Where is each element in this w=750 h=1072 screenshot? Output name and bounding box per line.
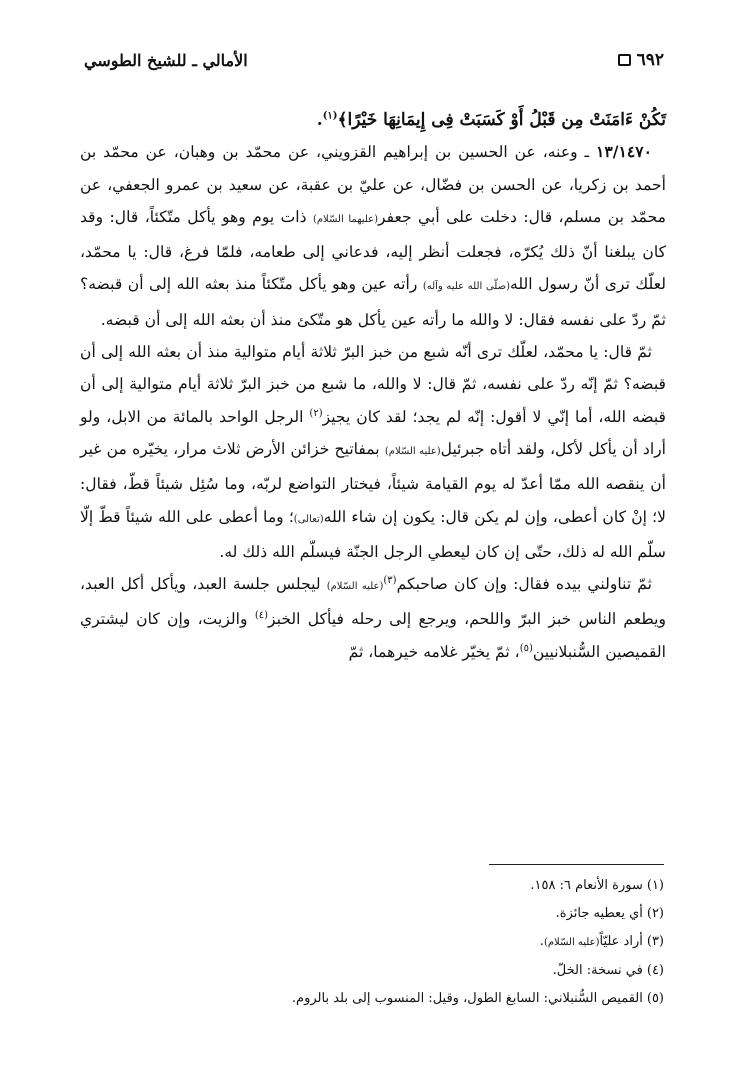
honorific: (عليه السّلام)	[326, 581, 384, 593]
paragraph-text: بمفاتيح خزائن الأرض ثلاث مرار، يخيّره من غير أن ينقصه الله ممّا أعدّ له يوم القيامة شيئاً، فيختار التواضع لربّه، وما سُئِل شيئاً قطّ، فقال: لا؛ إنْ كان أعطى، وإن لم يكن قال: يكون إن شاء الله	[80, 439, 666, 526]
page-header	[84, 44, 664, 76]
footnote-text: القميص السُّنبلاني: السابغ الطول، وقيل: المنسوب إلى بلد بالروم.	[291, 991, 643, 1006]
square-bullet-icon	[618, 54, 631, 66]
paragraph-text: ليجلس جلسة العبد، ويأكل أكل العبد، ويطعم الناس خبز البرّ واللحم، ويرجع إلى رحله فيأكل الخبز	[80, 575, 666, 629]
footnotes	[80, 872, 664, 1013]
footnote-text: .	[539, 934, 544, 949]
footnote	[80, 957, 664, 985]
footnote-ref-1: (١)	[322, 110, 338, 122]
footnote-text: أي يعطيه جائزة.	[555, 906, 643, 921]
paragraph-text: والزيت، وإن كان ليشتري القميصين السُّنبلانيين	[80, 610, 666, 661]
footnote-text: سورة الأنعام ٦: ١٥٨.	[530, 878, 643, 893]
quran-verse: تَكُنْ ءَامَنَتْ مِن قَبْلُ أَوْ كَسَبَتْ فِى إِيمَانِهَا خَيْرًا﴾$^{(١)}$.	[316, 110, 666, 130]
footnote	[80, 872, 664, 900]
honorific: (عليه السّلام)	[543, 937, 600, 948]
paragraph-text: ذات يوم وهو يأكل متّكئاً، قال: وقد كان يبلغنا أنّ ذلك يُكرّه، فجعلت أنظر إليه، فدعاني إلى طعامه، فلمّا فرغ، قال: يا محمّد، لعلّك ترى أنّ رسول الله	[80, 207, 666, 294]
footnote	[80, 985, 664, 1013]
paragraph-text: ـ وعنه، عن الحسين بن إبراهيم القزويني، عن محمّد بن وهبان، عن محمّد بن أحمد بن زكريا، عن الحسن بن فضّال، عن عليّ بن عقبة، عن سعيد بن عمرو الجعفي، عن محمّد بن مسلم، قال: دخلت على أبي جعفر	[80, 143, 666, 226]
page-number-text: ٦٩٢	[636, 50, 664, 70]
paragraph-text: الرجل الواحد بالمائة من الابل، ولو أراد أن يأكل لأكل، ولقد أتاه جبرئيل	[80, 407, 667, 458]
paragraph-text: رأته عين وهو يأكل متّكئاً منذ بعثه الله إلى أن قبضه؟ ثمّ ردّ على نفسه فقال: لا والله ما رأته عين يأكل هو متّكئ منذ أن بعثه الله إلى أن قبضه.	[80, 275, 666, 329]
footnote-ref-3: (٣)	[383, 574, 397, 586]
footnote-number: (١)	[646, 878, 664, 893]
footnote-number: (٤)	[646, 963, 664, 978]
paragraph-text: ، ثمّ يخيّر غلامه خيرهما، ثمّ	[348, 642, 520, 661]
footnote-number: (٣)	[646, 934, 664, 949]
honorific: (تعالى)	[293, 513, 324, 525]
footnote	[80, 900, 664, 928]
paragraph	[80, 568, 666, 668]
footnote-number: (٥)	[646, 991, 664, 1006]
footnote-ref-4: (٤)	[254, 610, 269, 622]
honorific: (عليه السّلام)	[384, 445, 441, 457]
page-number	[618, 50, 664, 70]
footnote-text: أراد عليّاً	[599, 934, 643, 949]
footnote-separator	[489, 864, 664, 865]
quran-verse-text: تَكُنْ ءَامَنَتْ مِن قَبْلُ أَوْ كَسَبَتْ فِى إِيمَانِهَا خَيْرًا﴾	[337, 110, 666, 130]
paragraph-text: ؛ وما أعطى على الله شيئاً قطّ إلّا سلّم الله له ذلك، حتّى إن كان ليعطي الرجل الجنّة فيسلّم الله ذلك له.	[80, 507, 666, 561]
paragraph-text: ثمّ تناولني بيده فقال: وإن كان صاحبكم	[396, 575, 652, 594]
hadith-number: ١٣/١٤٧٠	[596, 142, 652, 162]
running-title: الأمالي ـ للشيخ الطوسي	[84, 50, 248, 70]
hadith-paragraph	[80, 136, 666, 336]
footnote-text: في نسخة: الخلّ.	[552, 963, 643, 978]
footnote-ref-2: (٢)	[309, 407, 323, 419]
footnote	[80, 928, 664, 957]
footnote-number: (٢)	[646, 906, 664, 921]
paragraph-text: ثمّ قال: يا محمّد، لعلّك ترى أنّه شبع من خبز البرّ ثلاثة أيام متوالية منذ أن بعثه الله إلى أن قبضه؟ ثمّ إنّه ردّ على نفسه، ثمّ قال: لا والله، ما شبع من خبز البرّ ثلاثة أيام متوالية إلى أن قبضه الله، أما إنّي لا أقول: إنّه لم يجد؛ لقد كان يجيز	[80, 343, 667, 426]
honorific: (عليهما السّلام)	[312, 213, 378, 225]
footnote-ref-5: (٥)	[519, 642, 533, 654]
honorific: (صلّى الله عليه وآله)	[422, 281, 511, 293]
paragraph	[80, 336, 666, 568]
main-text	[80, 104, 666, 668]
